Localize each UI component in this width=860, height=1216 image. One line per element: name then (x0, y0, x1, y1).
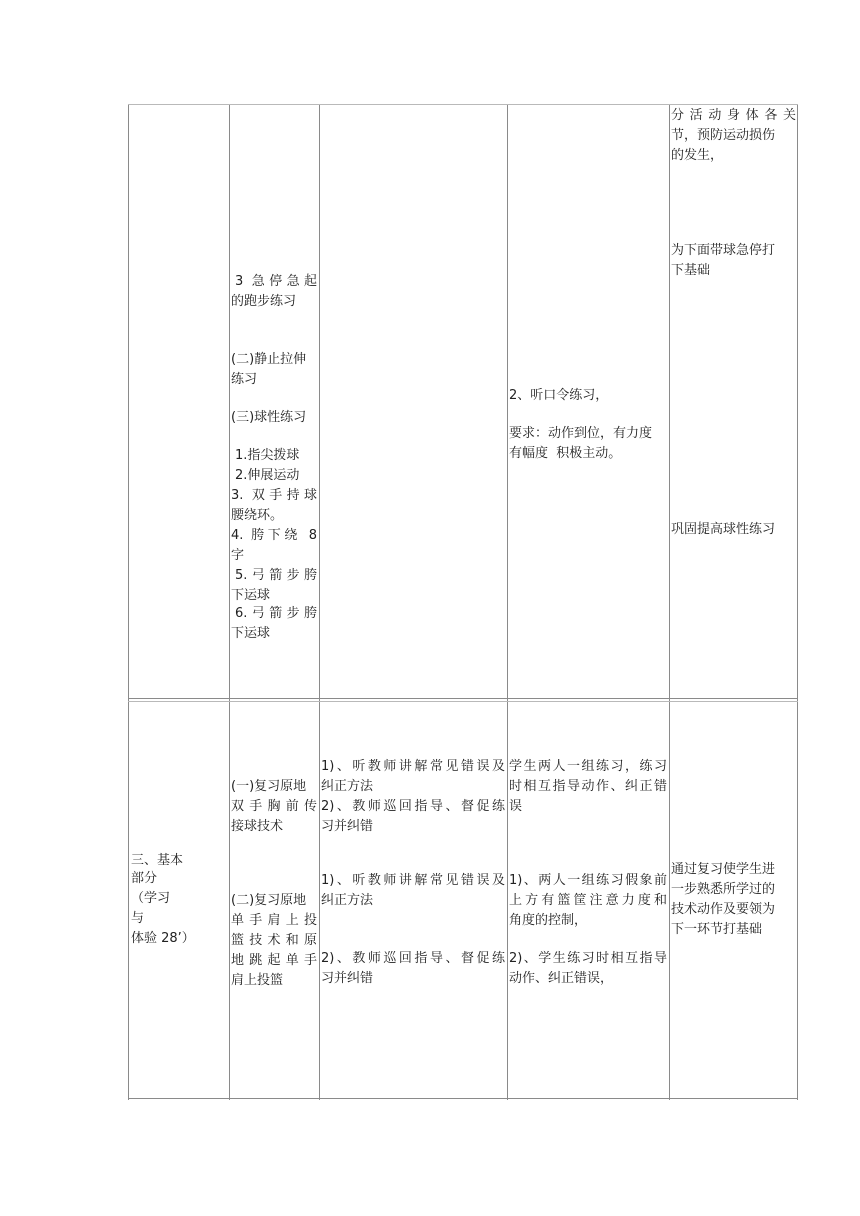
content-shooting-2: 单手肩上投 (231, 913, 317, 928)
teacher-activity-explain-a: 1)、听教师讲解常见错误及 (321, 759, 505, 774)
purpose-review-3: 技术动作及要领为 (671, 902, 776, 917)
ball-drill-4-cont: 字 (231, 548, 245, 563)
warmup-item-sprint: 3 急停急起 (235, 274, 317, 289)
warmup-item-ball: (三)球性练习 (231, 410, 307, 425)
ball-drill-6: 6.弓箭步胯 (235, 606, 317, 621)
column-divider-1 (229, 104, 230, 1100)
teacher-activity-explain-b-cont: 纠正方法 (321, 893, 374, 908)
ball-drill-3-cont: 腰绕环。 (231, 508, 284, 523)
section-title-basic: 三、基本 (131, 853, 184, 868)
ball-drill-2: 2.伸展运动 (235, 468, 300, 483)
ball-drill-6-cont: 下运球 (231, 626, 271, 641)
section-title-duration: 体验 28’） (131, 931, 195, 946)
ball-drill-5: 5.弓箭步胯 (235, 568, 317, 583)
section-title-learn: （学习 (131, 891, 171, 906)
content-shooting-5: 肩上投篮 (231, 973, 284, 988)
student-practice-b-1: 1)、两人一组练习假象前 (509, 873, 667, 888)
purpose-review-2: 一步熟悉所学过的 (671, 882, 776, 897)
column-divider-2 (319, 104, 320, 1100)
content-passing-2: 双手胸前传 (231, 799, 317, 814)
ball-drill-4: 4. 胯下绕 8 (231, 528, 317, 543)
teacher-activity-explain-a-cont: 纠正方法 (321, 779, 374, 794)
ball-drill-1: 1.指尖拨球 (235, 448, 300, 463)
purpose-review-1: 通过复习使学生进 (671, 862, 776, 877)
row-divider-inner (128, 701, 798, 702)
warmup-item-stretch: (二)静止拉伸 (231, 352, 307, 367)
content-shooting-4: 地跳起单手 (231, 953, 317, 968)
ball-drill-5-cont: 下运球 (231, 588, 271, 603)
teacher-activity-guide-a: 2)、教师巡回指导、督促练 (321, 799, 505, 814)
table-border-top (128, 104, 798, 105)
teacher-activity-guide-b-cont: 习并纠错 (321, 971, 374, 986)
purpose-warmup-1: 分活动身体各关 (671, 108, 796, 123)
student-practice-b-2: 上方有篮筐注意力度和 (509, 893, 667, 908)
purpose-ball-skill: 巩固提高球性练习 (671, 522, 776, 537)
table-border-left (128, 104, 129, 1100)
section-title-part: 部分 (131, 871, 158, 886)
section-title-and: 与 (131, 911, 145, 926)
column-divider-4 (669, 104, 670, 1100)
purpose-warmup-2: 节，预防运动损伤 (671, 128, 776, 143)
purpose-review-4: 下一环节打基础 (671, 922, 763, 937)
content-passing-1: (一)复习原地 (231, 779, 307, 794)
purpose-warmup-3: 的发生， (671, 148, 724, 163)
ball-drill-3: 3. 双手持球 (231, 488, 317, 503)
student-activity-requirement-cont: 有幅度 积极主动。 (509, 446, 622, 461)
student-activity-command: 2、听口令练习， (509, 388, 609, 403)
teacher-activity-guide-a-cont: 习并纠错 (321, 819, 374, 834)
warmup-item-stretch-cont: 练习 (231, 372, 258, 387)
student-practice-b-4: 2)、学生练习时相互指导 (509, 951, 667, 966)
table-border-right (797, 104, 798, 1100)
student-practice-b-5: 动作、纠正错误， (509, 971, 614, 986)
purpose-foundation-2: 下基础 (671, 263, 711, 278)
student-practice-a-3: 误 (509, 799, 523, 814)
student-practice-b-3: 角度的控制， (509, 913, 588, 928)
content-shooting-1: (二)复习原地 (231, 893, 307, 908)
student-practice-a-1: 学生两人一组练习，练习 (509, 759, 667, 774)
student-activity-requirement: 要求：动作到位，有力度 (509, 426, 653, 441)
content-shooting-3: 篮技术和原 (231, 933, 317, 948)
teacher-activity-explain-b: 1)、听教师讲解常见错误及 (321, 873, 505, 888)
teacher-activity-guide-b: 2)、教师巡回指导、督促练 (321, 951, 505, 966)
table-border-bottom (128, 1098, 798, 1099)
row-divider (128, 698, 798, 699)
content-passing-3: 接球技术 (231, 819, 284, 834)
column-divider-3 (507, 104, 508, 1100)
student-practice-a-2: 时相互指导动作、纠正错 (509, 779, 667, 794)
purpose-foundation-1: 为下面带球急停打 (671, 243, 776, 258)
warmup-item-sprint-cont: 的跑步练习 (231, 294, 297, 309)
